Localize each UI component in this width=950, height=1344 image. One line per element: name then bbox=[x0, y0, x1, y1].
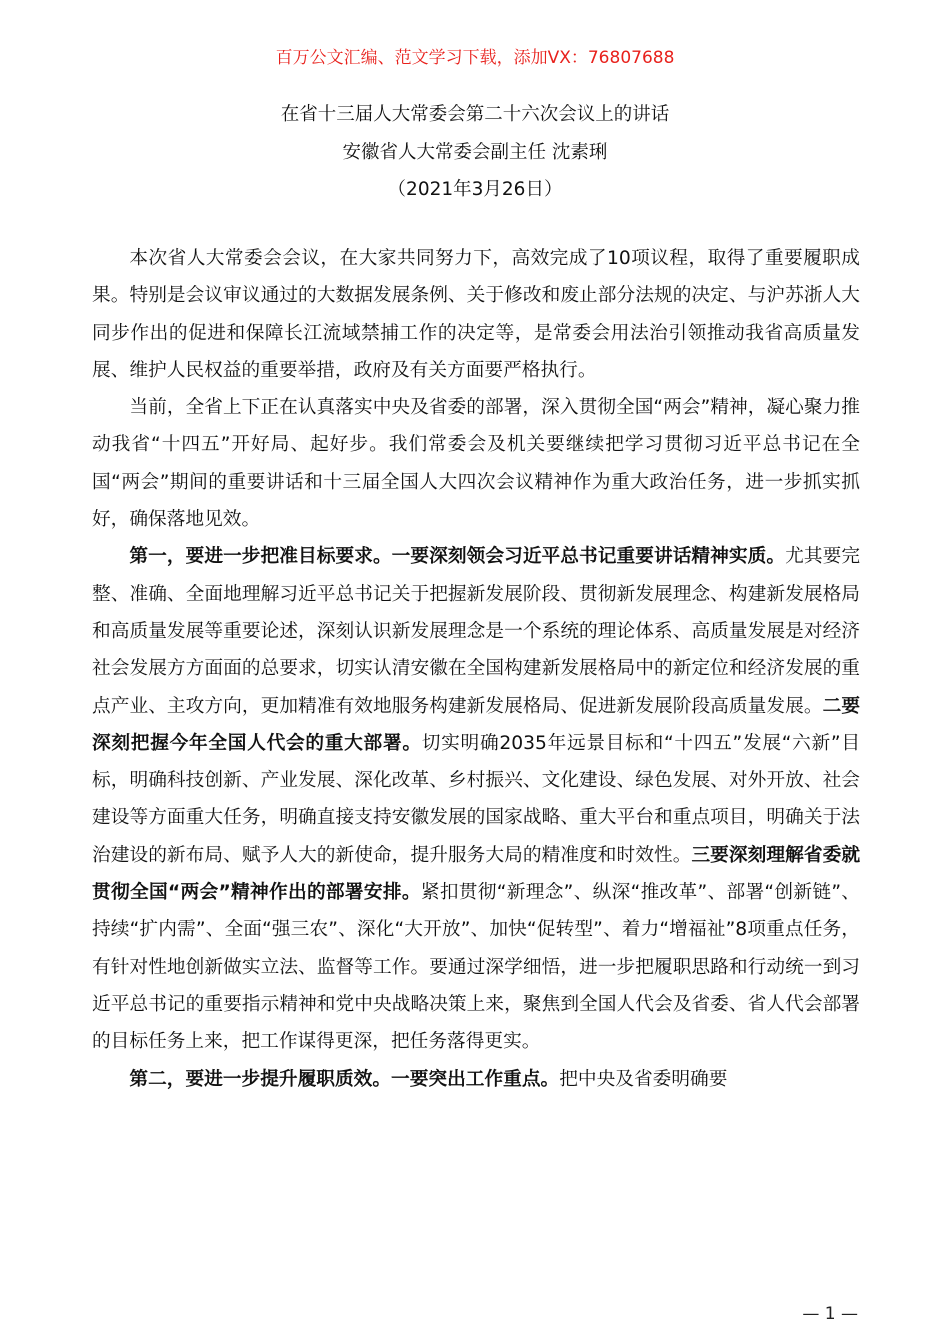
text-run: 当前，全省上下正在认真落实中央及省委的部署，深入贯彻全国“两会”精神，凝心聚力推动我省“十四五”开好局、起好步。我们常委会及机关要继续把学习贯彻习近平总书记在全国“两会”期间的重要讲话和十三届全国人大四次会议精神作为重大政治任务，进一步抓实抓好，确保落地见效。 bbox=[92, 397, 860, 531]
bold-heading-run: 二要深刻把握今年全国人代会的重大部署。 bbox=[92, 695, 861, 754]
paragraph bbox=[92, 240, 860, 389]
text-run: 紧扣贯彻“新理念”、纵深“推改革”、部署“创新链”、持续“扩内需”、全面“强三农”、深化“大开放”、加快“促转型”、着力“增福祉”8项重点任务，有针对性地创新做实立法、监督等工作。要通过深学细悟，进一步把履职思路和行动统一到习近平总书记的重要指示精神和党中央战略决策上来，聚焦到全国人代会及省委、省人代会部署的目标任务上来，把工作谋得更深，把任务落得更实。 bbox=[92, 882, 860, 1053]
document-body bbox=[92, 240, 860, 1098]
text-run: 切实明确2035年远景目标和“十四五”发展“六新”目标，明确科技创新、产业发展、深化改革、乡村振兴、文化建设、绿色发展、对外开放、社会建设等方面重大任务，明确直接支持安徽发展的国家战略、重大平台和重点项目，明确关于法治建设的新布局、赋予人大的新使命，提升服务大局的精准度和时效性。 bbox=[92, 732, 861, 866]
paragraph bbox=[92, 1061, 860, 1098]
bold-heading-run: 第二，要进一步提升履职质效。一要突出工作重点。 bbox=[129, 1068, 560, 1090]
speech-date: （2021年3月26日） bbox=[387, 179, 563, 200]
text-run: 本次省人大常委会会议，在大家共同努力下，高效完成了10项议程，取得了重要履职成果。特别是会议审议通过的大数据发展条例、关于修改和废止部分法规的决定、与沪苏浙人大同步作出的促进和保障长江流域禁捕工作的决定等，是常委会用法治引领推动我省高质量发展、维护人民权益的重要举措，政府及有关方面要严格执行。 bbox=[92, 248, 860, 381]
document-header bbox=[0, 96, 950, 209]
page-number: — 1 — bbox=[802, 1304, 858, 1324]
bold-heading-run: 第一，要进一步把准目标要求。一要深刻领会习近平总书记重要讲话精神实质。 bbox=[129, 546, 786, 568]
paragraph bbox=[92, 538, 860, 1060]
text-run: 尤其要完整、准确、全面地理解习近平总书记关于把握新发展阶段、贯彻新发展理念、构建新发展格局和高质量发展等重要论述，深刻认识新发展理念是一个系统的理论体系、高质量发展是对经济社会发展方方面面的总要求，切实认清安徽在全国构建新发展格局中的新定位和经济发展的重点产业、主攻方向，更加精准有效地服务构建新发展格局、促进新发展阶段高质量发展。 bbox=[92, 546, 861, 717]
watermark-banner: 百万公文汇编、范文学习下载，添加VX：76807688 bbox=[275, 48, 675, 68]
bold-heading-run: 三要深刻理解省委就贯彻全国“两会”精神作出的部署安排。 bbox=[92, 844, 861, 904]
speaker-line: 安徽省人大常委会副主任 沈素琍 bbox=[342, 141, 608, 163]
speech-title: 在省十三届人大常委会第二十六次会议上的讲话 bbox=[280, 104, 670, 125]
text-run: 把中央及省委明确要 bbox=[559, 1068, 728, 1090]
paragraph bbox=[92, 389, 860, 538]
